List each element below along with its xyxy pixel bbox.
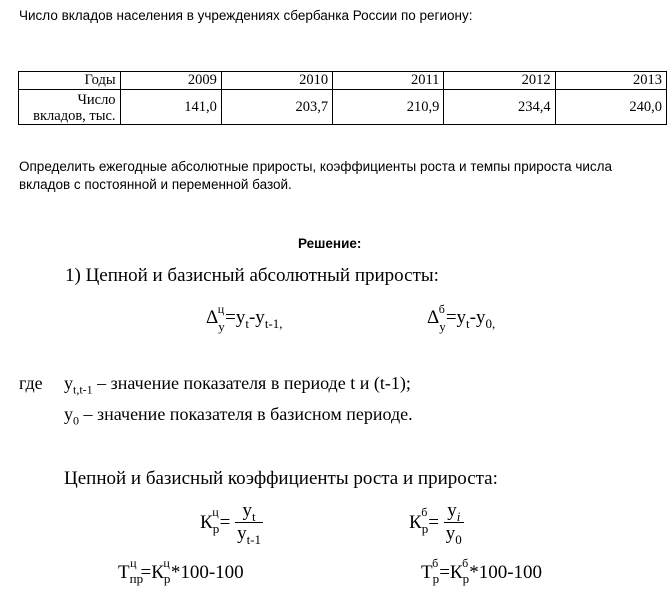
value-cell: 141,0	[120, 90, 221, 125]
where-line-1-text: – значение показателя в периоде t и (t-1);	[97, 373, 411, 393]
table-row-deposits	[19, 90, 667, 125]
section2-title: Цепной и базисный коэффициенты роста и прироста:	[64, 468, 498, 489]
row-label-years: Годы	[19, 72, 121, 90]
value-cell: 240,0	[555, 90, 666, 125]
where-label: где	[19, 373, 43, 393]
value-cell: 203,7	[221, 90, 332, 125]
year-cell: 2013	[555, 72, 666, 90]
task-line-1: Определить ежегодные абсолютные приросты, коэффициенты роста и темпы прироста числа	[19, 159, 613, 174]
year-cell: 2012	[444, 72, 555, 90]
fraction-chain: $\frac{у_t}{у_{t-1}}$	[237, 500, 262, 547]
year-cell: 2010	[221, 72, 332, 90]
where-line-1: $у_{t,t-1}$ – значение показателя в периоде t и (t-1);	[64, 373, 411, 397]
table-row-years	[19, 72, 667, 90]
formula-base-absolute: $\Delta_у^б=у_t-у_{0,}$	[427, 301, 496, 334]
fraction-base: $\frac{у_i}{у_0}$	[445, 500, 462, 547]
deposits-table	[18, 71, 667, 125]
formula-base-coefficient: $К_р^б=$ $\frac{у_i}{у_0}$	[409, 500, 462, 547]
row-label-deposits: Число вкладов, тыс.	[19, 90, 121, 125]
where-line-2: $у_0$ – значение показателя в базисном периоде.	[64, 404, 413, 428]
formula-base-rate: $Т_р^б=К_р^б*100-100$	[421, 555, 543, 586]
year-cell: 2011	[333, 72, 444, 90]
hundred-text-chain: *100-100	[170, 562, 244, 583]
year-cell: 2009	[120, 72, 221, 90]
solution-heading: Решение:	[298, 236, 362, 251]
section1-title: 1) Цепной и базисный абсолютный приросты:	[65, 265, 439, 286]
value-cell: 210,9	[333, 90, 444, 125]
value-cell: 234,4	[444, 90, 555, 125]
formula-chain-absolute: $\Delta_у^ц=у_t-у_{t-1,}$	[206, 301, 283, 334]
where-line-2-text: – значение показателя в базисном периоде.	[83, 404, 413, 424]
task-line-2: вкладов с постоянной и переменной базой.	[19, 177, 292, 192]
intro-text: Число вкладов населения в учреждениях сбербанка России по региону:	[19, 8, 473, 23]
hundred-text-base: *100-100	[469, 562, 543, 583]
formula-chain-coefficient: $К_р^ц=$ $\frac{у_t}{у_{t-1}}$	[200, 500, 262, 547]
formula-chain-rate: $Т_{пр}^ц =К_р^ц*100-100$	[118, 555, 244, 586]
